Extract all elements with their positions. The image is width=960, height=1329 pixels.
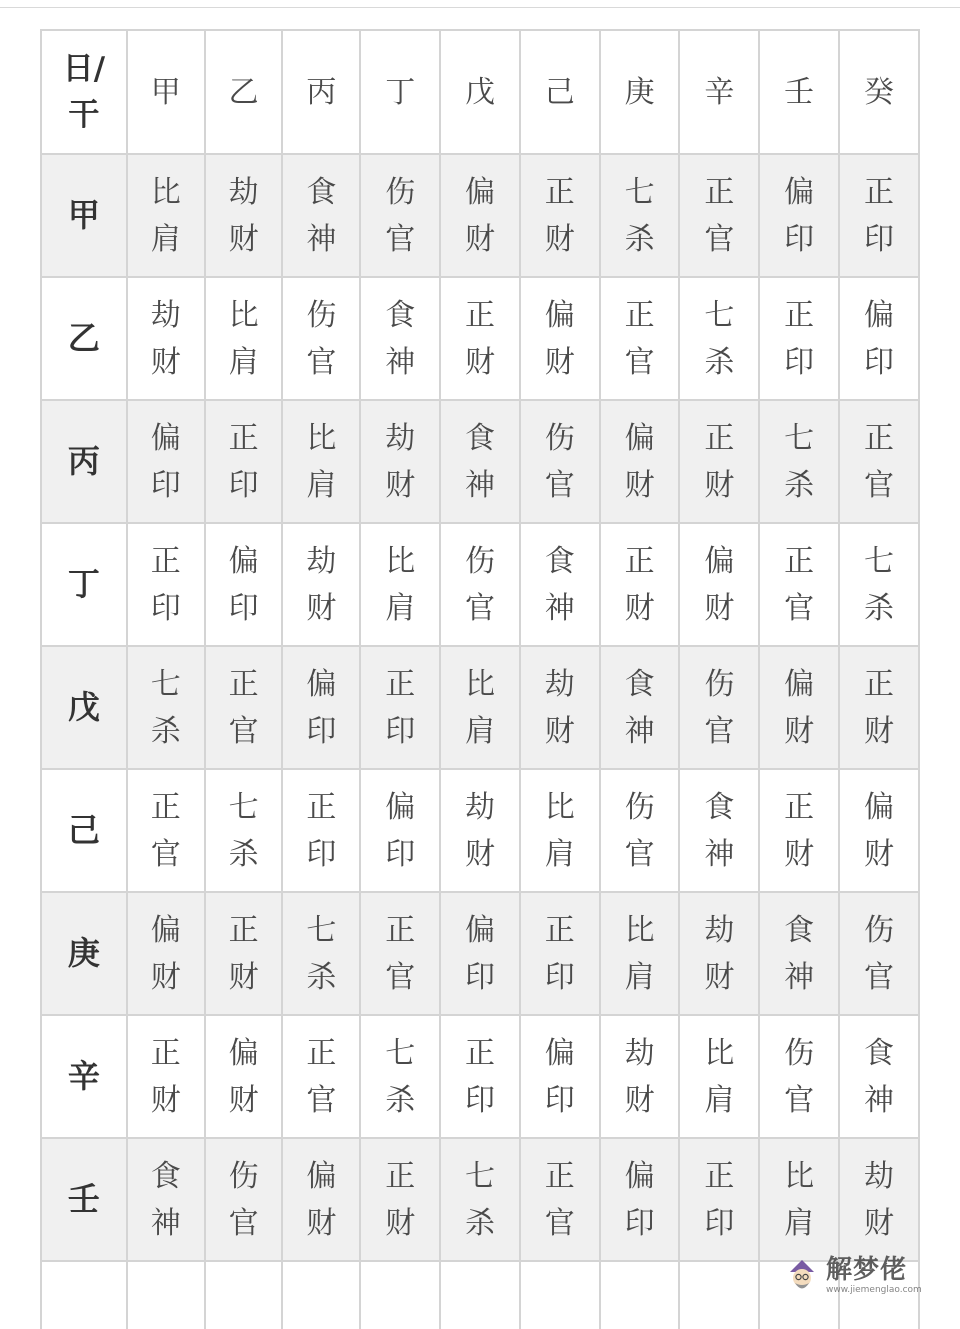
table-cell	[282, 1138, 360, 1261]
cell-value: 偏印	[385, 789, 416, 872]
cell-value: 偏财	[306, 1158, 337, 1241]
cell-value: 偏印	[864, 297, 895, 380]
cell-value: 正财	[150, 1035, 181, 1118]
table-cell	[679, 646, 759, 769]
cell-value: 伤官	[228, 1158, 259, 1241]
table-cell	[759, 523, 839, 646]
cell-value: 正印	[464, 1035, 495, 1118]
cell-value: 伤官	[784, 1035, 815, 1118]
row-header: 壬	[41, 1138, 127, 1261]
table-cell	[679, 1261, 759, 1329]
table-cell	[600, 400, 680, 523]
cell-value: 正官	[544, 1158, 575, 1241]
table-cell	[520, 646, 600, 769]
cell-value: 正印	[864, 174, 895, 257]
table-cell	[839, 400, 919, 523]
cell-value: 正印	[544, 912, 575, 995]
table-cell	[282, 277, 360, 400]
table-row	[41, 646, 919, 769]
table-cell	[205, 277, 283, 400]
table-cell	[282, 523, 360, 646]
table-cell	[440, 400, 520, 523]
table-cell	[282, 400, 360, 523]
table-row	[41, 154, 919, 277]
table-cell	[360, 1261, 440, 1329]
table-cell	[205, 1015, 283, 1138]
table-cell	[127, 277, 205, 400]
cell-value: 劫财	[544, 666, 575, 749]
cell-value: 比肩	[150, 174, 181, 257]
cell-value: 偏财	[624, 420, 655, 503]
table-cell	[205, 892, 283, 1015]
table-cell	[839, 277, 919, 400]
table-cell	[679, 523, 759, 646]
table-cell	[282, 154, 360, 277]
cell-value: 比肩	[544, 789, 575, 872]
table-cell	[839, 892, 919, 1015]
row-header: 辛	[41, 1015, 127, 1138]
table-cell	[205, 400, 283, 523]
table-cell	[360, 1015, 440, 1138]
column-header: 甲	[127, 30, 205, 154]
table-cell	[520, 154, 600, 277]
table-cell	[679, 277, 759, 400]
cell-value: 比肩	[306, 420, 337, 503]
table-cell	[360, 1138, 440, 1261]
row-header: 庚	[41, 892, 127, 1015]
table-cell	[600, 769, 680, 892]
column-header: 丁	[360, 30, 440, 154]
table-header-row	[41, 30, 919, 154]
table-row	[41, 892, 919, 1015]
column-header: 己	[520, 30, 600, 154]
column-header: 庚	[600, 30, 680, 154]
table-cell	[127, 523, 205, 646]
cell-value: 七杀	[704, 297, 735, 380]
table-cell	[600, 277, 680, 400]
cell-value: 正官	[150, 789, 181, 872]
table-cell	[839, 154, 919, 277]
cell-value: 正印	[704, 1158, 735, 1241]
cell-value: 偏印	[150, 420, 181, 503]
table-cell	[127, 154, 205, 277]
table-cell	[679, 769, 759, 892]
cell-value: 比肩	[385, 543, 416, 626]
cell-value: 伤官	[864, 912, 895, 995]
cell-value: 劫财	[624, 1035, 655, 1118]
cell-value: 正官	[624, 297, 655, 380]
table-cell	[360, 154, 440, 277]
table-cell	[127, 1138, 205, 1261]
cell-value: 偏财	[864, 789, 895, 872]
ten-gods-table-container	[40, 29, 920, 1329]
cell-value: 偏印	[784, 174, 815, 257]
row-header: 乙	[41, 277, 127, 400]
table-cell	[360, 277, 440, 400]
table-cell	[839, 1015, 919, 1138]
cell-value: 偏财	[544, 297, 575, 380]
table-cell	[600, 154, 680, 277]
cell-value: 正印	[228, 420, 259, 503]
fortune-teller-icon	[782, 1256, 822, 1296]
cell-value: 食神	[306, 174, 337, 257]
cell-value: 七杀	[150, 666, 181, 749]
cell-value: 偏印	[544, 1035, 575, 1118]
watermark-url: www.jiemenglao.com	[826, 1285, 922, 1295]
table-cell	[600, 523, 680, 646]
column-header: 辛	[679, 30, 759, 154]
row-header: 己	[41, 769, 127, 892]
table-cell	[600, 1015, 680, 1138]
table-cell	[520, 523, 600, 646]
table-cell	[360, 646, 440, 769]
table-cell	[520, 892, 600, 1015]
cell-value: 偏印	[228, 543, 259, 626]
table-cell	[440, 523, 520, 646]
table-cell	[520, 1138, 600, 1261]
cell-value: 七杀	[306, 912, 337, 995]
table-row	[41, 769, 919, 892]
table-cell	[127, 1261, 205, 1329]
cell-value: 正官	[228, 666, 259, 749]
table-cell	[679, 154, 759, 277]
cell-value: 正财	[544, 174, 575, 257]
cell-value: 正财	[784, 789, 815, 872]
cell-value: 伤官	[624, 789, 655, 872]
cell-value: 食神	[784, 912, 815, 995]
cell-value: 比肩	[228, 297, 259, 380]
cell-value: 伤官	[385, 174, 416, 257]
column-header: 壬	[759, 30, 839, 154]
cell-value: 偏财	[464, 174, 495, 257]
table-cell	[440, 1261, 520, 1329]
cell-value: 食神	[385, 297, 416, 380]
cell-value: 偏财	[150, 912, 181, 995]
cell-value: 七杀	[385, 1035, 416, 1118]
table-cell	[360, 523, 440, 646]
ten-gods-table	[40, 29, 920, 1329]
cell-value: 伤官	[544, 420, 575, 503]
table-cell	[759, 892, 839, 1015]
table-cell	[205, 523, 283, 646]
table-cell	[127, 1015, 205, 1138]
cell-value: 正官	[784, 543, 815, 626]
table-cell	[440, 277, 520, 400]
cell-value: 正财	[624, 543, 655, 626]
table-cell	[600, 892, 680, 1015]
cell-value: 比肩	[704, 1035, 735, 1118]
table-cell	[440, 646, 520, 769]
table-cell	[520, 1015, 600, 1138]
table-cell	[839, 646, 919, 769]
table-cell	[759, 1138, 839, 1261]
table-row	[41, 1015, 919, 1138]
table-cell	[440, 769, 520, 892]
table-cell	[759, 1015, 839, 1138]
table-cell	[520, 1261, 600, 1329]
table-cell	[520, 277, 600, 400]
table-cell	[520, 400, 600, 523]
table-cell	[127, 769, 205, 892]
table-cell	[759, 400, 839, 523]
cell-value: 劫财	[385, 420, 416, 503]
cell-value: 七杀	[864, 543, 895, 626]
table-cell	[679, 1138, 759, 1261]
table-cell	[205, 1138, 283, 1261]
cell-value: 正印	[150, 543, 181, 626]
cell-value: 正财	[864, 666, 895, 749]
top-divider	[0, 7, 960, 8]
cell-value: 食神	[864, 1035, 895, 1118]
cell-value: 劫财	[704, 912, 735, 995]
table-cell	[839, 1138, 919, 1261]
table-cell	[127, 646, 205, 769]
table-cell	[679, 892, 759, 1015]
cell-value: 伤官	[306, 297, 337, 380]
cell-value: 劫财	[150, 297, 181, 380]
table-cell	[282, 892, 360, 1015]
cell-value: 七杀	[228, 789, 259, 872]
table-cell	[282, 769, 360, 892]
cell-value: 劫财	[228, 174, 259, 257]
cell-value: 食神	[544, 543, 575, 626]
table-cell	[205, 769, 283, 892]
watermark	[782, 1250, 952, 1302]
table-cell	[360, 400, 440, 523]
row-header: 丙	[41, 400, 127, 523]
table-row	[41, 523, 919, 646]
cell-value: 正印	[306, 789, 337, 872]
table-cell	[839, 523, 919, 646]
cell-value: 偏财	[228, 1035, 259, 1118]
cell-value: 正官	[704, 174, 735, 257]
table-cell	[205, 1261, 283, 1329]
cell-value: 劫财	[864, 1158, 895, 1241]
row-header: 丁	[41, 523, 127, 646]
watermark-name: 解梦佬	[826, 1255, 908, 1285]
cell-value: 正财	[464, 297, 495, 380]
cell-value: 食神	[704, 789, 735, 872]
cell-value: 偏财	[784, 666, 815, 749]
cell-value: 食神	[624, 666, 655, 749]
cell-value: 偏印	[624, 1158, 655, 1241]
table-cell	[759, 769, 839, 892]
cell-value: 比肩	[624, 912, 655, 995]
cell-value: 伤官	[704, 666, 735, 749]
cell-value: 劫财	[464, 789, 495, 872]
table-cell	[759, 154, 839, 277]
table-cell	[127, 892, 205, 1015]
cell-value: 正官	[864, 420, 895, 503]
table-cell	[759, 646, 839, 769]
table-cell	[205, 154, 283, 277]
table-cell	[440, 892, 520, 1015]
table-row	[41, 400, 919, 523]
row-header: 甲	[41, 154, 127, 277]
cell-value: 正财	[704, 420, 735, 503]
corner-label	[41, 30, 127, 154]
table-cell	[679, 400, 759, 523]
cell-value: 七杀	[784, 420, 815, 503]
table-cell	[282, 1015, 360, 1138]
cell-value: 食神	[150, 1158, 181, 1241]
table-cell	[759, 277, 839, 400]
table-cell	[679, 1015, 759, 1138]
cell-value: 正官	[385, 912, 416, 995]
cell-value: 正财	[385, 1158, 416, 1241]
corner-label-text: 日/干	[62, 51, 106, 133]
cell-value: 偏印	[306, 666, 337, 749]
table-cell	[205, 646, 283, 769]
table-cell	[127, 400, 205, 523]
cell-value: 七杀	[464, 1158, 495, 1241]
table-cell	[600, 646, 680, 769]
cell-value: 正财	[228, 912, 259, 995]
column-header: 丙	[282, 30, 360, 154]
row-header	[41, 1261, 127, 1329]
table-cell	[360, 892, 440, 1015]
column-header: 乙	[205, 30, 283, 154]
cell-value: 正印	[784, 297, 815, 380]
table-cell	[360, 769, 440, 892]
cell-value: 正印	[385, 666, 416, 749]
table-cell	[600, 1138, 680, 1261]
table-cell	[600, 1261, 680, 1329]
cell-value: 正官	[306, 1035, 337, 1118]
table-row	[41, 1138, 919, 1261]
column-header: 戊	[440, 30, 520, 154]
cell-value: 七杀	[624, 174, 655, 257]
table-cell	[282, 646, 360, 769]
table-cell	[440, 1138, 520, 1261]
cell-value: 比肩	[784, 1158, 815, 1241]
cell-value: 偏印	[464, 912, 495, 995]
cell-value: 伤官	[464, 543, 495, 626]
table-row	[41, 277, 919, 400]
table-cell	[282, 1261, 360, 1329]
cell-value: 比肩	[464, 666, 495, 749]
table-cell	[440, 154, 520, 277]
cell-value: 劫财	[306, 543, 337, 626]
cell-value: 偏财	[704, 543, 735, 626]
row-header: 戊	[41, 646, 127, 769]
table-cell	[520, 769, 600, 892]
table-cell	[839, 769, 919, 892]
table-cell	[440, 1015, 520, 1138]
cell-value: 食神	[464, 420, 495, 503]
column-header: 癸	[839, 30, 919, 154]
